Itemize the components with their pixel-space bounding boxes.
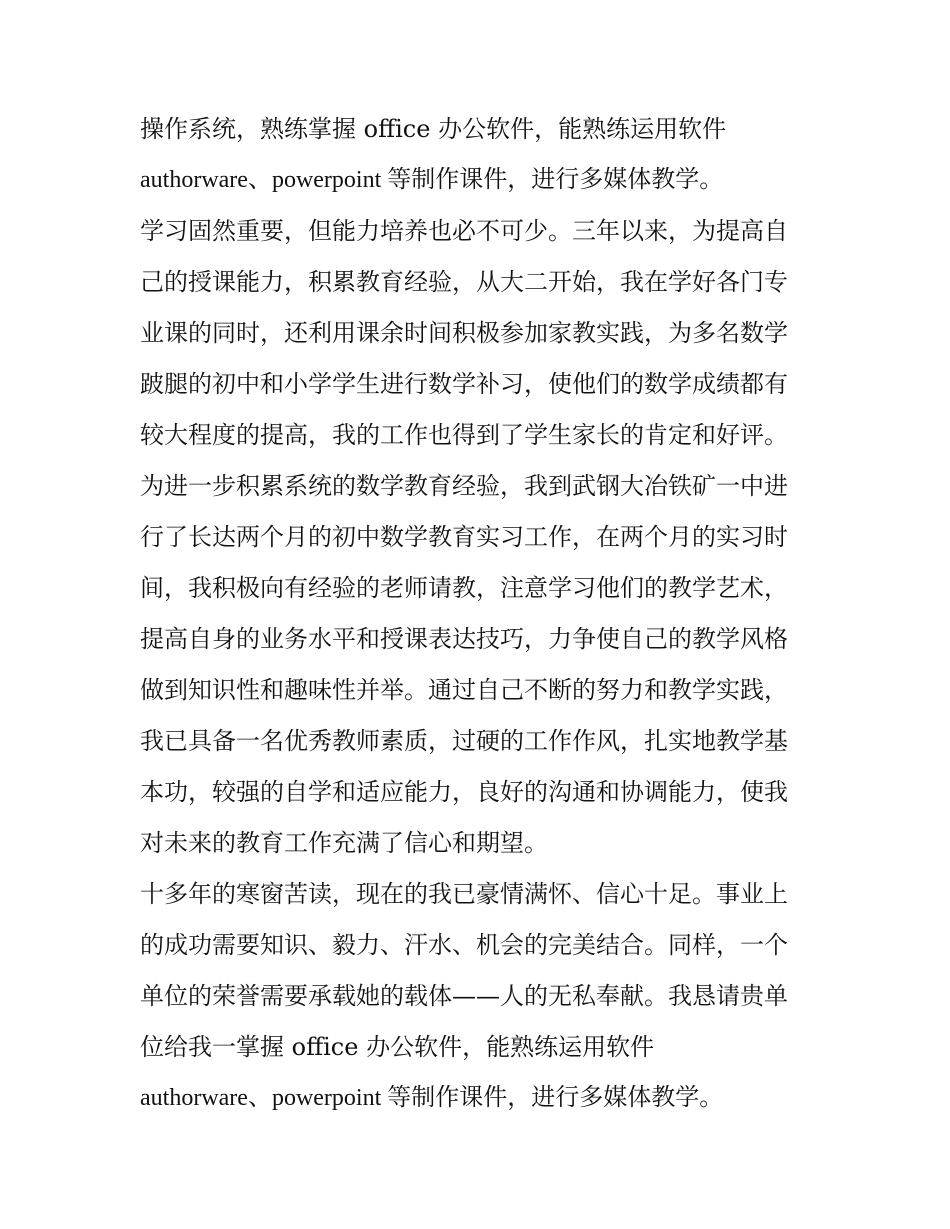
text-line: 操作系统，熟练掌握 office 办公软件，能熟练运用软件 <box>140 115 727 143</box>
document-body <box>140 104 830 1124</box>
text-line: 较大程度的提高，我的工作也得到了学生家长的肯定和好评。 <box>140 421 788 449</box>
text-line: 学习固然重要，但能力培养也必不可少。三年以来，为提高自 <box>140 217 788 245</box>
text-line: 己的授课能力，积累教育经验，从大二开始，我在学好各门专 <box>140 268 788 296</box>
text-line: authorware、powerpoint 等制作课件，进行多媒体教学。 <box>140 1085 724 1111</box>
text-line: 本功，较强的自学和适应能力，良好的沟通和协调能力，使我 <box>140 778 788 806</box>
text-line: 业课的同时，还利用课余时间积极参加家教实践，为多名数学 <box>140 319 788 347</box>
text-line: 对未来的教育工作充满了信心和期望。 <box>140 829 548 857</box>
text-line: 间，我积极向有经验的老师请教，注意学习他们的教学艺术， <box>140 574 788 602</box>
text-line: 单位的荣誉需要承载她的载体——人的无私奉献。我恳请贵单 <box>140 982 788 1010</box>
text-line: 跛腿的初中和小学学生进行数学补习，使他们的数学成绩都有 <box>140 370 788 398</box>
text-line: 的成功需要知识、毅力、汗水、机会的完美结合。同样，一个 <box>140 931 788 959</box>
text-line: 我已具备一名优秀教师素质，过硬的工作作风，扎实地教学基 <box>140 727 788 755</box>
text-line: 提高自身的业务水平和授课表达技巧，力争使自己的教学风格 <box>140 625 788 653</box>
text-line: 位给我一掌握 office 办公软件，能熟练运用软件 <box>140 1033 655 1061</box>
text-line: authorware、powerpoint 等制作课件，进行多媒体教学。 <box>140 167 724 193</box>
text-line: 做到知识性和趣味性并举。通过自己不断的努力和教学实践， <box>140 676 788 704</box>
text-line: 十多年的寒窗苦读，现在的我已豪情满怀、信心十足。事业上 <box>140 880 788 908</box>
text-line: 行了长达两个月的初中数学教育实习工作，在两个月的实习时 <box>140 523 788 551</box>
text-line: 为进一步积累系统的数学教育经验，我到武钢大冶铁矿一中进 <box>140 472 788 500</box>
